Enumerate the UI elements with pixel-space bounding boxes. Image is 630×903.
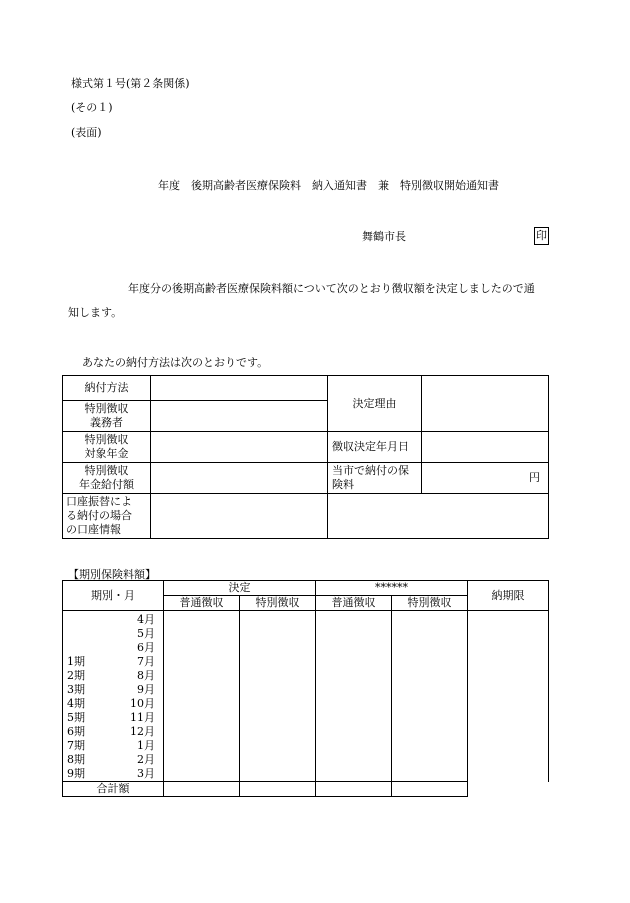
decided-header: 決定	[164, 581, 316, 596]
masked-special-cell	[392, 767, 468, 782]
period-month: 6月	[137, 641, 155, 654]
period-row-label	[63, 641, 164, 655]
masked-normal-cell	[316, 711, 392, 725]
period-row-label	[63, 711, 164, 725]
period-month: 12月	[130, 725, 155, 738]
period-month: 1月	[137, 739, 155, 752]
total-decided-special	[240, 782, 316, 797]
payment-method-table	[62, 375, 549, 539]
decided-normal-cell	[164, 683, 240, 697]
decided-normal-cell	[164, 739, 240, 753]
period-row	[63, 611, 549, 628]
due-date-cell	[468, 725, 549, 739]
decided-special-cell	[240, 669, 316, 683]
form-number: 様式第１号(第２条関係)	[71, 77, 190, 90]
period-row-label	[63, 683, 164, 697]
due-date-cell	[468, 611, 549, 628]
masked-special-cell	[392, 725, 468, 739]
period-row	[63, 655, 549, 669]
decided-normal-cell	[164, 655, 240, 669]
masked-normal-cell	[316, 655, 392, 669]
decided-normal-cell	[164, 753, 240, 767]
period-number: 7期	[67, 739, 85, 752]
masked-special-cell	[392, 611, 468, 628]
period-month: 7月	[137, 655, 155, 668]
account-info-value	[151, 494, 328, 539]
masked-normal-cell	[316, 611, 392, 628]
period-number: 5期	[67, 711, 85, 724]
decided-special-cell	[240, 753, 316, 767]
period-number: 3期	[67, 683, 85, 696]
decided-special-cell	[240, 739, 316, 753]
masked-special-cell	[392, 655, 468, 669]
masked-normal-cell	[316, 739, 392, 753]
method-intro: あなたの納付方法は次のとおりです。	[82, 356, 269, 369]
decision-date-label: 徴収決定年月日	[328, 432, 422, 463]
decided-special-cell	[240, 767, 316, 782]
total-label: 合計額	[63, 782, 164, 797]
period-row	[63, 669, 549, 683]
period-month: 4月	[137, 613, 155, 626]
period-number: 6期	[67, 725, 85, 738]
pension-amount-label: 特別徴収 年金給付額	[63, 463, 151, 494]
period-section-title: 【期別保険料額】	[68, 568, 156, 581]
due-date-cell	[468, 739, 549, 753]
issuer-name: 舞鶴市長	[362, 230, 406, 243]
masked-normal-cell	[316, 767, 392, 782]
period-number: 4期	[67, 697, 85, 710]
masked-normal-header: 普通徴収	[316, 596, 392, 611]
period-month: 5月	[137, 627, 155, 640]
seal-mark: 印	[534, 227, 549, 245]
decided-special-cell	[240, 655, 316, 669]
period-row-label	[63, 669, 164, 683]
period-month: 2月	[137, 753, 155, 766]
decided-special-header: 特別徴収	[240, 596, 316, 611]
due-date-cell	[468, 753, 549, 767]
period-row-label	[63, 655, 164, 669]
due-date-cell	[468, 641, 549, 655]
period-row	[63, 627, 549, 641]
form-side: (表面)	[71, 126, 102, 139]
masked-normal-cell	[316, 683, 392, 697]
period-month: 11月	[130, 711, 155, 724]
page-title: 年度 後期高齢者医療保険料 納入通知書 兼 特別徴収開始通知書	[158, 179, 499, 192]
masked-special-cell	[392, 753, 468, 767]
due-date-cell	[468, 697, 549, 711]
masked-header: ******	[316, 581, 468, 596]
due-date-header: 納期限	[468, 581, 549, 611]
period-row	[63, 767, 549, 782]
decided-normal-cell	[164, 725, 240, 739]
masked-special-cell	[392, 697, 468, 711]
period-row	[63, 725, 549, 739]
body-text-line2: 知します。	[68, 306, 123, 319]
method-label: 納付方法	[63, 376, 151, 401]
decided-normal-cell	[164, 711, 240, 725]
masked-normal-cell	[316, 627, 392, 641]
form-part: (その１)	[71, 101, 113, 114]
period-month-header: 期別・月	[63, 581, 164, 611]
period-number: 9期	[67, 767, 85, 780]
total-decided-normal	[164, 782, 240, 797]
masked-special-header: 特別徴収	[392, 596, 468, 611]
decided-normal-cell	[164, 641, 240, 655]
pension-value	[151, 432, 328, 463]
period-row	[63, 683, 549, 697]
pension-label: 特別徴収 対象年金	[63, 432, 151, 463]
masked-normal-cell	[316, 641, 392, 655]
decided-normal-header: 普通徴収	[164, 596, 240, 611]
period-number: 2期	[67, 669, 85, 682]
masked-normal-cell	[316, 753, 392, 767]
city-premium-value: 円	[422, 463, 549, 494]
masked-special-cell	[392, 683, 468, 697]
method-value	[151, 376, 328, 401]
decided-special-cell	[240, 611, 316, 628]
period-month: 10月	[130, 697, 155, 710]
period-number: 1期	[67, 655, 85, 668]
due-date-cell	[468, 669, 549, 683]
reason-label: 決定理由	[328, 376, 422, 432]
period-row-label	[63, 697, 164, 711]
decision-date-value	[422, 432, 549, 463]
city-premium-label: 当市で納付の保 険料	[328, 463, 422, 494]
total-due-blank	[468, 782, 549, 797]
due-date-cell	[468, 655, 549, 669]
decided-normal-cell	[164, 697, 240, 711]
period-row-label	[63, 627, 164, 641]
decided-special-cell	[240, 683, 316, 697]
period-month: 9月	[137, 683, 155, 696]
due-date-cell	[468, 711, 549, 725]
obligor-value	[151, 401, 328, 432]
due-date-cell	[468, 683, 549, 697]
period-row	[63, 641, 549, 655]
period-row	[63, 697, 549, 711]
obligor-label: 特別徴収 義務者	[63, 401, 151, 432]
total-masked-special	[392, 782, 468, 797]
period-number: 8期	[67, 753, 85, 766]
reason-value	[422, 376, 549, 432]
period-row-label	[63, 725, 164, 739]
decided-normal-cell	[164, 767, 240, 782]
period-row-label	[63, 767, 164, 782]
decided-normal-cell	[164, 627, 240, 641]
period-month: 8月	[137, 669, 155, 682]
account-info-extra	[328, 494, 549, 539]
decided-special-cell	[240, 725, 316, 739]
decided-normal-cell	[164, 611, 240, 628]
masked-special-cell	[392, 711, 468, 725]
pension-amount-value	[151, 463, 328, 494]
masked-special-cell	[392, 739, 468, 753]
decided-special-cell	[240, 697, 316, 711]
period-row-label	[63, 753, 164, 767]
decided-normal-cell	[164, 669, 240, 683]
period-row	[63, 753, 549, 767]
account-info-label: 口座振替によ る納付の場合 の口座情報	[63, 494, 151, 539]
masked-normal-cell	[316, 669, 392, 683]
period-month: 3月	[137, 767, 155, 780]
masked-normal-cell	[316, 725, 392, 739]
masked-normal-cell	[316, 697, 392, 711]
masked-special-cell	[392, 627, 468, 641]
masked-special-cell	[392, 641, 468, 655]
period-row-label	[63, 739, 164, 753]
body-text-line1: 年度分の後期高齢者医療保険料額について次のとおり徴収額を決定しましたので通	[128, 282, 535, 295]
period-row	[63, 739, 549, 753]
period-row-label	[63, 611, 164, 628]
due-date-cell	[468, 767, 549, 782]
total-masked-normal	[316, 782, 392, 797]
due-date-cell	[468, 627, 549, 641]
decided-special-cell	[240, 641, 316, 655]
masked-special-cell	[392, 669, 468, 683]
period-premium-table	[62, 580, 549, 797]
decided-special-cell	[240, 627, 316, 641]
decided-special-cell	[240, 711, 316, 725]
period-row	[63, 711, 549, 725]
